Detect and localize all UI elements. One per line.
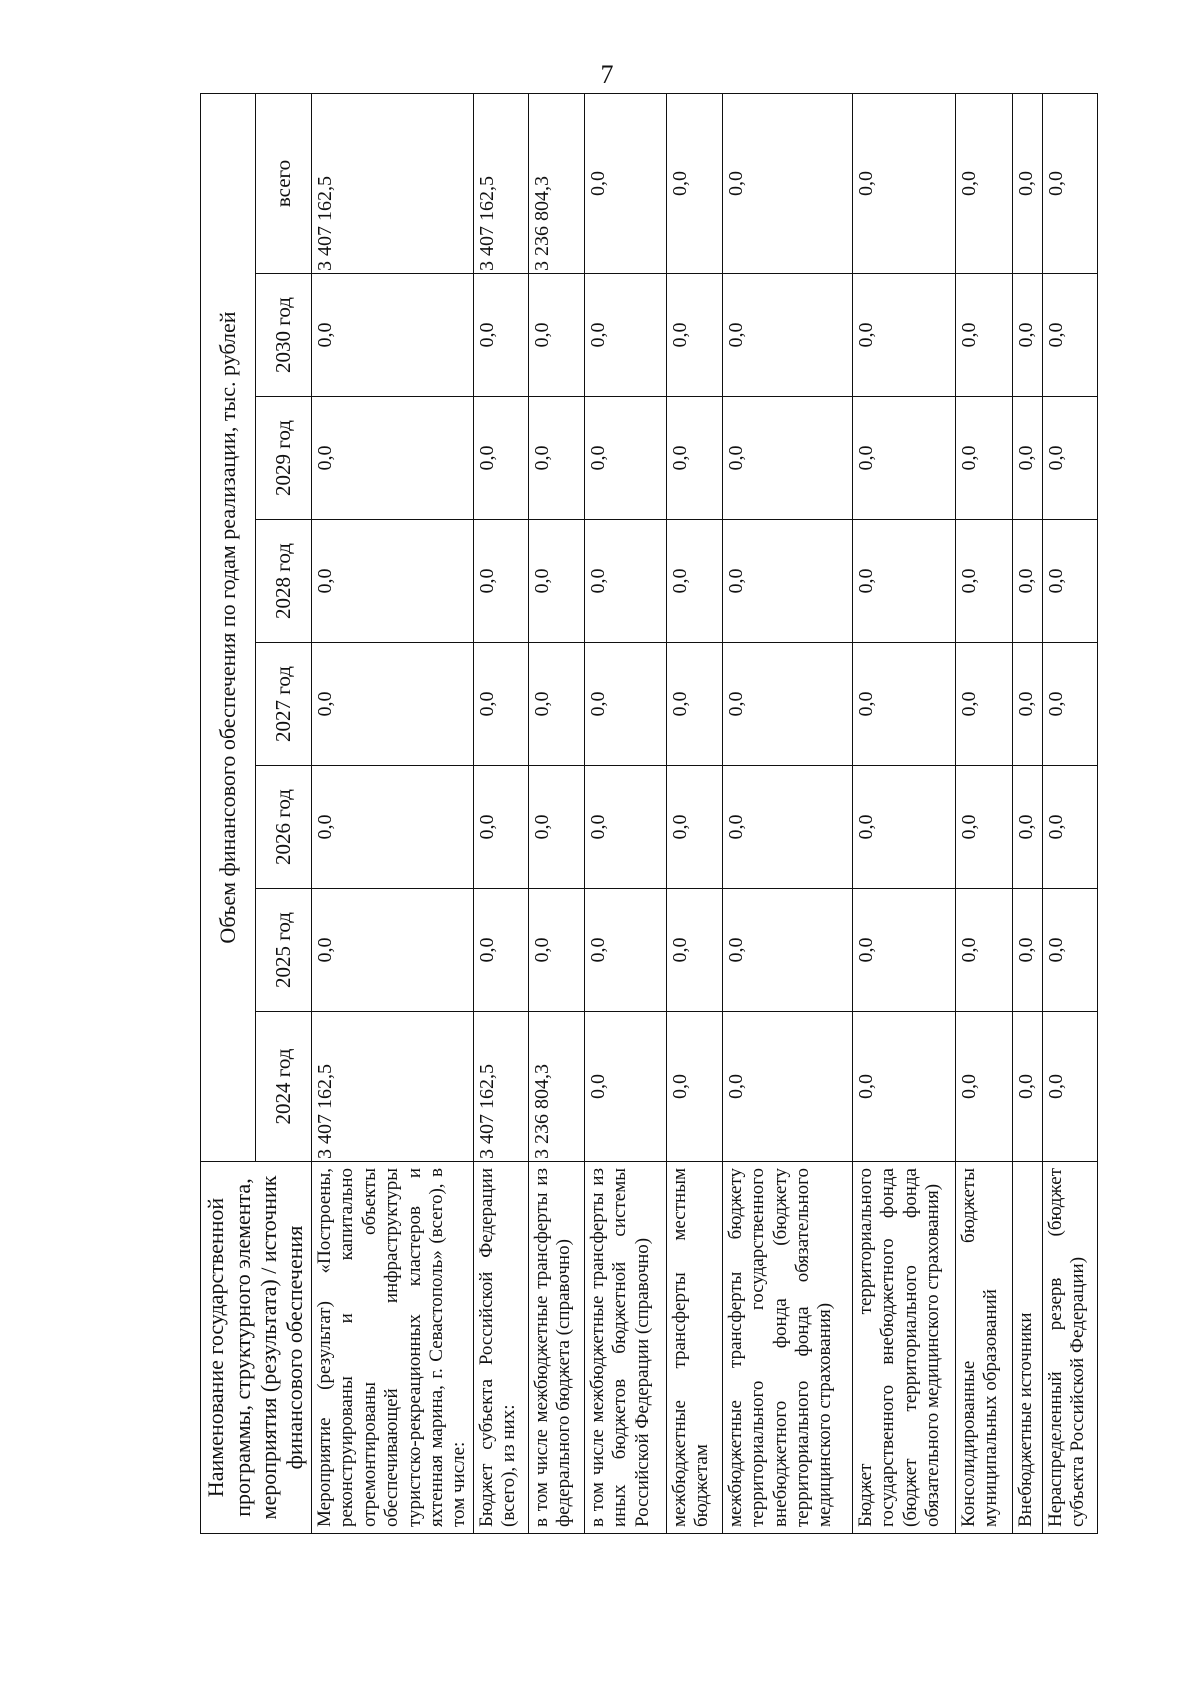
row-value-total: 0,0 (1012, 93, 1042, 273)
row-value-2028: 0,0 (473, 520, 528, 643)
row-value-2026: 0,0 (528, 766, 584, 889)
row-value-2027: 0,0 (473, 643, 528, 766)
row-value-2027: 0,0 (1042, 643, 1097, 766)
row-value-2027: 0,0 (955, 643, 1012, 766)
row-name: межбюджетные трансферты местным бюджетам (666, 1162, 722, 1534)
row-value-2029: 0,0 (473, 397, 528, 520)
header-volume-title: Объем финансового обеспечения по годам реализации, тыс. рублей (201, 93, 256, 1161)
row-value-total: 3 407 162,5 (473, 93, 528, 273)
table-frame (200, 94, 1089, 1534)
row-value-2029: 0,0 (955, 397, 1012, 520)
row-name: Бюджет субъекта Российской Федерации (всего), из них: (473, 1162, 528, 1534)
row-value-2027: 0,0 (666, 643, 722, 766)
row-value-2027: 0,0 (312, 643, 474, 766)
row-value-2027: 0,0 (722, 643, 852, 766)
header-row-title (201, 93, 256, 1533)
row-value-2030: 0,0 (584, 274, 666, 397)
row-value-2030: 0,0 (473, 274, 528, 397)
row-value-2029: 0,0 (1012, 397, 1042, 520)
row-value-2028: 0,0 (1012, 520, 1042, 643)
row-value-total: 0,0 (722, 93, 852, 273)
header-year-2025: 2025 год (256, 889, 312, 1012)
row-value-2025: 0,0 (955, 889, 1012, 1012)
row-value-2029: 0,0 (666, 397, 722, 520)
table-row (1042, 93, 1097, 1533)
row-name: Мероприятие (результат) «Построены, реконструированы и капитально отремонтированы объекты обеспечивающей инфраструктуры туристско-рекреационных кластеров и яхтенная марина, г. Севастополь» (всего), в том числе: (312, 1162, 474, 1534)
row-value-2025: 0,0 (528, 889, 584, 1012)
header-year-2024: 2024 год (256, 1012, 312, 1162)
row-value-2026: 0,0 (312, 766, 474, 889)
row-name: в том числе межбюджетные трансферты из иных бюджетов бюджетной системы Российской Федерации (справочно) (584, 1162, 666, 1534)
row-value-2025: 0,0 (584, 889, 666, 1012)
row-value-2027: 0,0 (584, 643, 666, 766)
row-value-2028: 0,0 (584, 520, 666, 643)
row-value-2027: 0,0 (528, 643, 584, 766)
row-value-2028: 0,0 (312, 520, 474, 643)
row-value-2028: 0,0 (528, 520, 584, 643)
row-value-2030: 0,0 (312, 274, 474, 397)
header-year-2029: 2029 год (256, 397, 312, 520)
row-value-2025: 0,0 (666, 889, 722, 1012)
row-value-2025: 0,0 (852, 889, 955, 1012)
header-year-2027: 2027 год (256, 643, 312, 766)
row-value-2024: 3 236 804,3 (528, 1012, 584, 1162)
row-value-2025: 0,0 (722, 889, 852, 1012)
row-value-2024: 3 407 162,5 (473, 1012, 528, 1162)
row-value-2026: 0,0 (584, 766, 666, 889)
row-value-2025: 0,0 (473, 889, 528, 1012)
row-value-2026: 0,0 (955, 766, 1012, 889)
row-value-2025: 0,0 (1012, 889, 1042, 1012)
table-row (473, 93, 528, 1533)
row-value-2024: 0,0 (722, 1012, 852, 1162)
row-value-2024: 0,0 (1012, 1012, 1042, 1162)
page-number: 7 (600, 60, 614, 89)
row-name: Бюджет территориального государственного внебюджетного фонда (бюджет территориального фонда обязательного медицинского страхования) (852, 1162, 955, 1534)
row-value-total: 0,0 (852, 93, 955, 273)
header-total: всего (256, 93, 312, 273)
row-name: Внебюджетные источники (1012, 1162, 1042, 1534)
row-name: Нераспределенный резерв (бюджет субъекта Российской Федерации) (1042, 1162, 1097, 1534)
row-value-total: 0,0 (584, 93, 666, 273)
row-value-2029: 0,0 (312, 397, 474, 520)
row-value-2024: 0,0 (584, 1012, 666, 1162)
row-value-2030: 0,0 (1042, 274, 1097, 397)
funding-table (200, 93, 1098, 1534)
row-value-2024: 3 407 162,5 (312, 1012, 474, 1162)
row-value-2028: 0,0 (666, 520, 722, 643)
row-value-2026: 0,0 (1012, 766, 1042, 889)
row-value-2024: 0,0 (955, 1012, 1012, 1162)
row-value-2025: 0,0 (1042, 889, 1097, 1012)
row-value-2029: 0,0 (852, 397, 955, 520)
row-value-2027: 0,0 (1012, 643, 1042, 766)
row-value-2029: 0,0 (584, 397, 666, 520)
table-row (955, 93, 1012, 1533)
row-value-total: 3 407 162,5 (312, 93, 474, 273)
row-value-2026: 0,0 (666, 766, 722, 889)
row-value-2030: 0,0 (852, 274, 955, 397)
row-value-2026: 0,0 (722, 766, 852, 889)
row-value-total: 3 236 804,3 (528, 93, 584, 273)
header-year-2028: 2028 год (256, 520, 312, 643)
row-value-2029: 0,0 (528, 397, 584, 520)
header-year-2026: 2026 год (256, 766, 312, 889)
row-value-2029: 0,0 (722, 397, 852, 520)
row-value-2027: 0,0 (852, 643, 955, 766)
row-value-total: 0,0 (1042, 93, 1097, 273)
row-value-2030: 0,0 (666, 274, 722, 397)
row-value-2024: 0,0 (1042, 1012, 1097, 1162)
row-value-2030: 0,0 (528, 274, 584, 397)
rotated-table-container (200, 94, 1089, 1534)
header-name-column: Наименование государственной программы, структурного элемента, мероприятия (результата) / источник финансового обеспечения (201, 1162, 312, 1534)
table-row (528, 93, 584, 1533)
row-value-2028: 0,0 (722, 520, 852, 643)
row-value-2028: 0,0 (955, 520, 1012, 643)
row-value-2026: 0,0 (473, 766, 528, 889)
table-row (666, 93, 722, 1533)
row-value-2024: 0,0 (852, 1012, 955, 1162)
row-name: в том числе межбюджетные трансферты из федерального бюджета (справочно) (528, 1162, 584, 1534)
row-name: Консолидированные бюджеты муниципальных образований (955, 1162, 1012, 1534)
row-value-2026: 0,0 (1042, 766, 1097, 889)
row-value-2024: 0,0 (666, 1012, 722, 1162)
row-value-2028: 0,0 (1042, 520, 1097, 643)
row-value-2025: 0,0 (312, 889, 474, 1012)
row-value-total: 0,0 (955, 93, 1012, 273)
table-row (1012, 93, 1042, 1533)
row-value-2030: 0,0 (955, 274, 1012, 397)
row-value-2029: 0,0 (1042, 397, 1097, 520)
table-row (722, 93, 852, 1533)
row-value-2030: 0,0 (722, 274, 852, 397)
table-row (584, 93, 666, 1533)
header-year-2030: 2030 год (256, 274, 312, 397)
table-row (312, 93, 474, 1533)
row-value-total: 0,0 (666, 93, 722, 273)
row-name: межбюджетные трансферты бюджету территориального государственного внебюджетного фонда (бюджету территориального фонда обязательного медицинского страхования) (722, 1162, 852, 1534)
row-value-2030: 0,0 (1012, 274, 1042, 397)
row-value-2026: 0,0 (852, 766, 955, 889)
row-value-2028: 0,0 (852, 520, 955, 643)
table-row (852, 93, 955, 1533)
